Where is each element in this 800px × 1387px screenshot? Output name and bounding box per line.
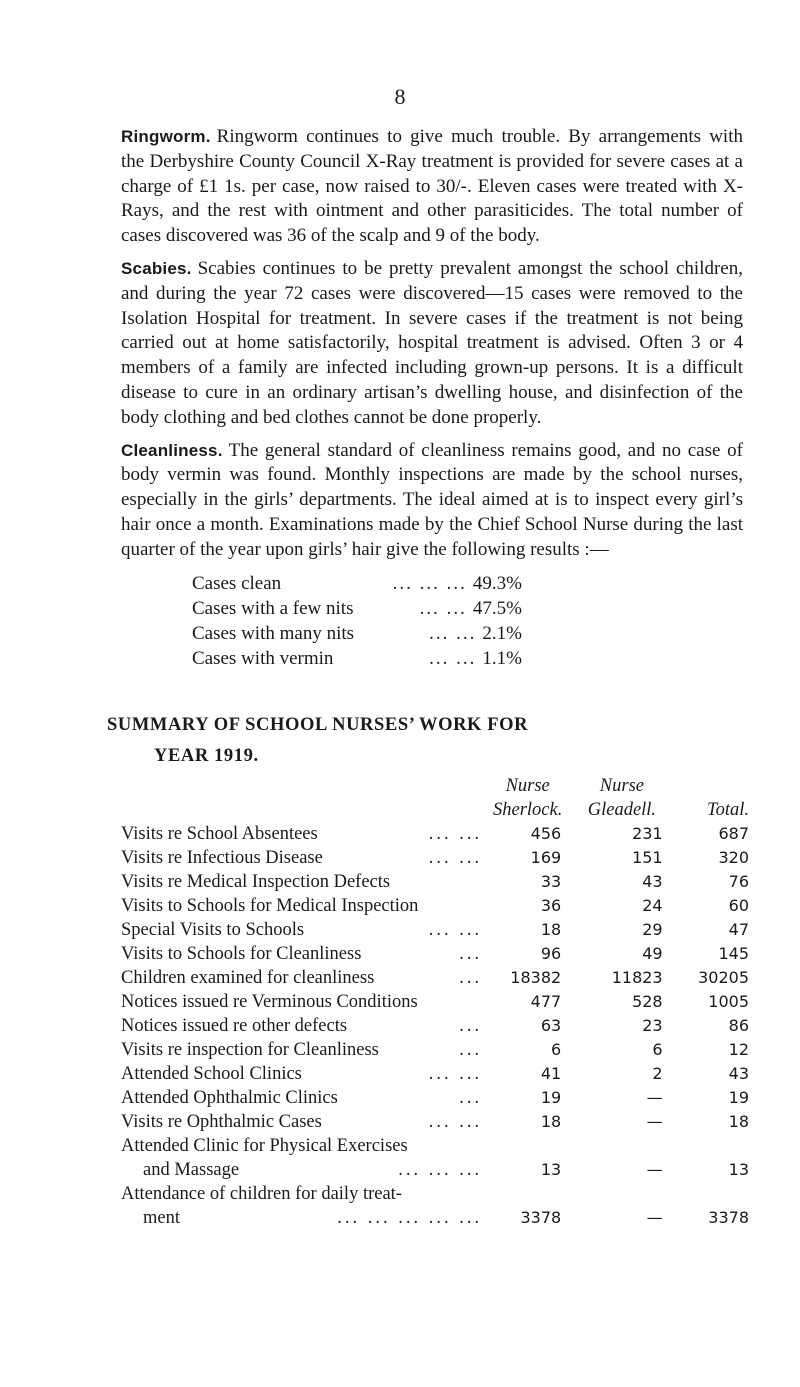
summary-title <box>95 710 735 772</box>
result-label: Cases clean <box>192 572 282 594</box>
cell-sherlock: 63 <box>540 1016 562 1035</box>
cell-sherlock: 18382 <box>510 968 562 987</box>
row-label: Visits re School Absentees <box>121 824 318 844</box>
cell-gleadell: — <box>646 1208 663 1227</box>
row-label: Visits re Ophthalmic Cases <box>121 1112 322 1132</box>
cell-sherlock: 18 <box>540 1112 562 1131</box>
result-label: Cases with many nits <box>192 622 355 644</box>
cell-total: 19 <box>728 1088 749 1107</box>
cell-sherlock: 18 <box>540 920 562 939</box>
result-label: Cases with a few nits <box>192 597 354 619</box>
summary-title-line1: SUMMARY OF SCHOOL NURSES’ WORK FOR <box>107 715 529 735</box>
cell-sherlock: 6 <box>551 1040 562 1059</box>
table-row: Children examined for cleanliness ... 18382 11823 30205 <box>121 968 749 988</box>
paragraph-text: Scabies continues to be pretty prevalent amongst the school children, and during the year 72 cases were discovered—15 cases were removed to the Isolation Hospital for treatment. In severe cases if the treatment is not being carried out at home satisfactorily, hospital treatment is advised. Often 3 or 4 members of a family are infected including grown-up persons. It is a difficult disease to cure in an ordinary artisan’s dwelling house, and disinfection of the body clothing and bed clothes cannot be done properly. <box>121 257 743 428</box>
result-value: 1.1% <box>482 647 522 669</box>
row-label: Special Visits to Schools <box>121 920 305 940</box>
cell-gleadell: — <box>646 1088 663 1107</box>
column-header-gleadell: Gleadell. <box>587 800 657 820</box>
summary-title-line2: YEAR 1919. <box>154 746 259 766</box>
row-label: Attended School Clinics <box>121 1064 302 1084</box>
column-header-total: Total. <box>707 800 749 820</box>
section-heading: Scabies. <box>121 258 192 278</box>
row-label: Visits re inspection for Cleanliness <box>121 1040 379 1060</box>
cleanliness-results <box>192 571 522 671</box>
section-heading: Ringworm. <box>121 127 211 146</box>
row-label: Visits re Medical Inspection Defects <box>121 872 391 892</box>
table-row: Attended Clinic for Physical Exercises and Massage ... ... ... 13 — 13 <box>121 1136 749 1180</box>
cell-total: 47 <box>728 920 749 939</box>
table-row: Attendance of children for daily treat- ment ... ... ... ... ... 3378 — 3378 <box>121 1184 749 1228</box>
result-value: 47.5% <box>472 597 522 619</box>
body-text <box>121 125 743 671</box>
cell-total: 18 <box>728 1112 749 1131</box>
cell-gleadell: 528 <box>632 992 663 1011</box>
row-label: Attended Ophthalmic Clinics <box>121 1088 338 1108</box>
table-row: Visits re Infectious Disease ... ... 169 151 320 <box>121 848 749 868</box>
table-row: Visits re Ophthalmic Cases ... ... 18 — 18 <box>121 1112 749 1132</box>
cell-total: 13 <box>728 1160 749 1179</box>
table-row: Special Visits to Schools ... ... 18 29 47 <box>121 920 749 940</box>
paragraph-ringworm <box>121 125 743 249</box>
paragraph-cleanliness <box>121 439 743 563</box>
row-label: Attended Clinic for Physical Exercises <box>121 1136 408 1156</box>
cell-sherlock: 477 <box>530 992 562 1011</box>
result-label: Cases with vermin <box>192 647 334 669</box>
table-row: Attended School Clinics ... ... 41 2 43 <box>121 1064 749 1084</box>
cell-total: 30205 <box>698 968 749 987</box>
row-label-continued: and Massage <box>143 1160 240 1180</box>
cell-total: 145 <box>718 944 749 963</box>
cell-sherlock: 96 <box>540 944 562 963</box>
result-row: Cases with a few nits ... ... 47.5% <box>192 597 522 619</box>
table-row: Notices issued re other defects ... 63 23 86 <box>121 1016 749 1036</box>
table-row <box>121 990 749 1014</box>
cell-sherlock: 19 <box>540 1088 562 1107</box>
table-row: Attended Ophthalmic Clinics ... 19 — 19 <box>121 1088 749 1108</box>
column-header-nurse-gleadell: Nurse <box>599 776 644 796</box>
page-number: 8 <box>394 84 406 109</box>
result-row: Cases clean ... ... ... 49.3% <box>192 572 522 594</box>
cell-gleadell: 29 <box>642 920 663 939</box>
cell-gleadell: 231 <box>632 824 663 843</box>
cell-total: 320 <box>718 848 749 867</box>
table-header-row <box>121 774 749 798</box>
table-row: Visits re inspection for Cleanliness ... 6 6 12 <box>121 1040 749 1060</box>
summary-table <box>121 774 749 1230</box>
table-header-row <box>121 798 749 822</box>
cell-total: 60 <box>728 896 749 915</box>
row-label-continued: ment <box>143 1208 180 1228</box>
paragraph-scabies <box>121 257 743 431</box>
cell-sherlock: 33 <box>540 872 562 891</box>
row-label: Visits re Infectious Disease <box>121 848 323 868</box>
cell-gleadell: 2 <box>652 1064 663 1083</box>
paragraph-text: The general standard of cleanliness remains good, and no case of body vermin was found. Monthly inspections are made by the school nurses, especially in the girls’ departments. The ideal aimed at is to inspect every girl’s hair once a month. Examinations made by the Chief School Nurse during the last quarter of the year upon girls’ hair give the following results :— <box>121 439 743 560</box>
result-value: 49.3% <box>472 572 522 594</box>
column-header-nurse-sherlock: Nurse <box>505 776 550 796</box>
cell-gleadell: 6 <box>652 1040 663 1059</box>
row-label: Notices issued re other defects <box>121 1016 348 1036</box>
table-row <box>121 894 749 918</box>
row-label: Attendance of children for daily treat- <box>121 1184 402 1204</box>
cell-gleadell: 23 <box>642 1016 663 1035</box>
cell-total: 1005 <box>708 992 749 1011</box>
row-label: Visits to Schools for Medical Inspection <box>121 896 419 916</box>
cell-sherlock: 36 <box>540 896 562 915</box>
table-row: Visits re School Absentees ... ... 456 231 687 <box>121 824 749 844</box>
cell-total: 86 <box>728 1016 749 1035</box>
cell-sherlock: 456 <box>530 824 562 843</box>
cell-gleadell: 43 <box>642 872 663 891</box>
paragraph-text: Ringworm continues to give much trouble. By arrangements with the Derbyshire County Council X-Ray treatment is provided for severe cases at a charge of £1 1s. per case, now raised to 30/-. Eleven cases were treated with X-Rays, and the rest with ointment and other parasiticides. The total number of cases discovered was 36 of the scalp and 9 of the body. <box>121 126 743 247</box>
cell-gleadell: 49 <box>642 944 663 963</box>
result-value: 2.1% <box>482 622 522 644</box>
cell-sherlock: 13 <box>540 1160 562 1179</box>
cell-gleadell: 151 <box>632 848 663 867</box>
cell-gleadell: — <box>646 1160 663 1179</box>
cell-gleadell: 11823 <box>611 968 663 987</box>
cell-sherlock: 3378 <box>520 1208 562 1227</box>
cell-sherlock: 169 <box>530 848 562 867</box>
result-row: Cases with many nits ... ... 2.1% <box>192 622 522 644</box>
row-label: Visits to Schools for Cleanliness <box>121 944 362 964</box>
cell-total: 3378 <box>708 1208 749 1227</box>
section-heading: Cleanliness. <box>121 440 223 460</box>
row-label: Notices issued re Verminous Conditions <box>121 992 418 1012</box>
cell-gleadell: — <box>646 1112 663 1131</box>
table-row: Visits to Schools for Cleanliness ... 96 49 145 <box>121 944 749 964</box>
cell-gleadell: 24 <box>642 896 663 915</box>
table-row <box>121 870 749 894</box>
cell-total: 12 <box>728 1040 749 1059</box>
result-row: Cases with vermin ... ... 1.1% <box>192 647 522 669</box>
cell-total: 43 <box>728 1064 749 1083</box>
row-label: Children examined for cleanliness <box>121 968 375 988</box>
cell-total: 76 <box>728 872 749 891</box>
cell-sherlock: 41 <box>540 1064 562 1083</box>
cell-total: 687 <box>718 824 749 843</box>
column-header-sherlock: Sherlock. <box>492 800 563 820</box>
